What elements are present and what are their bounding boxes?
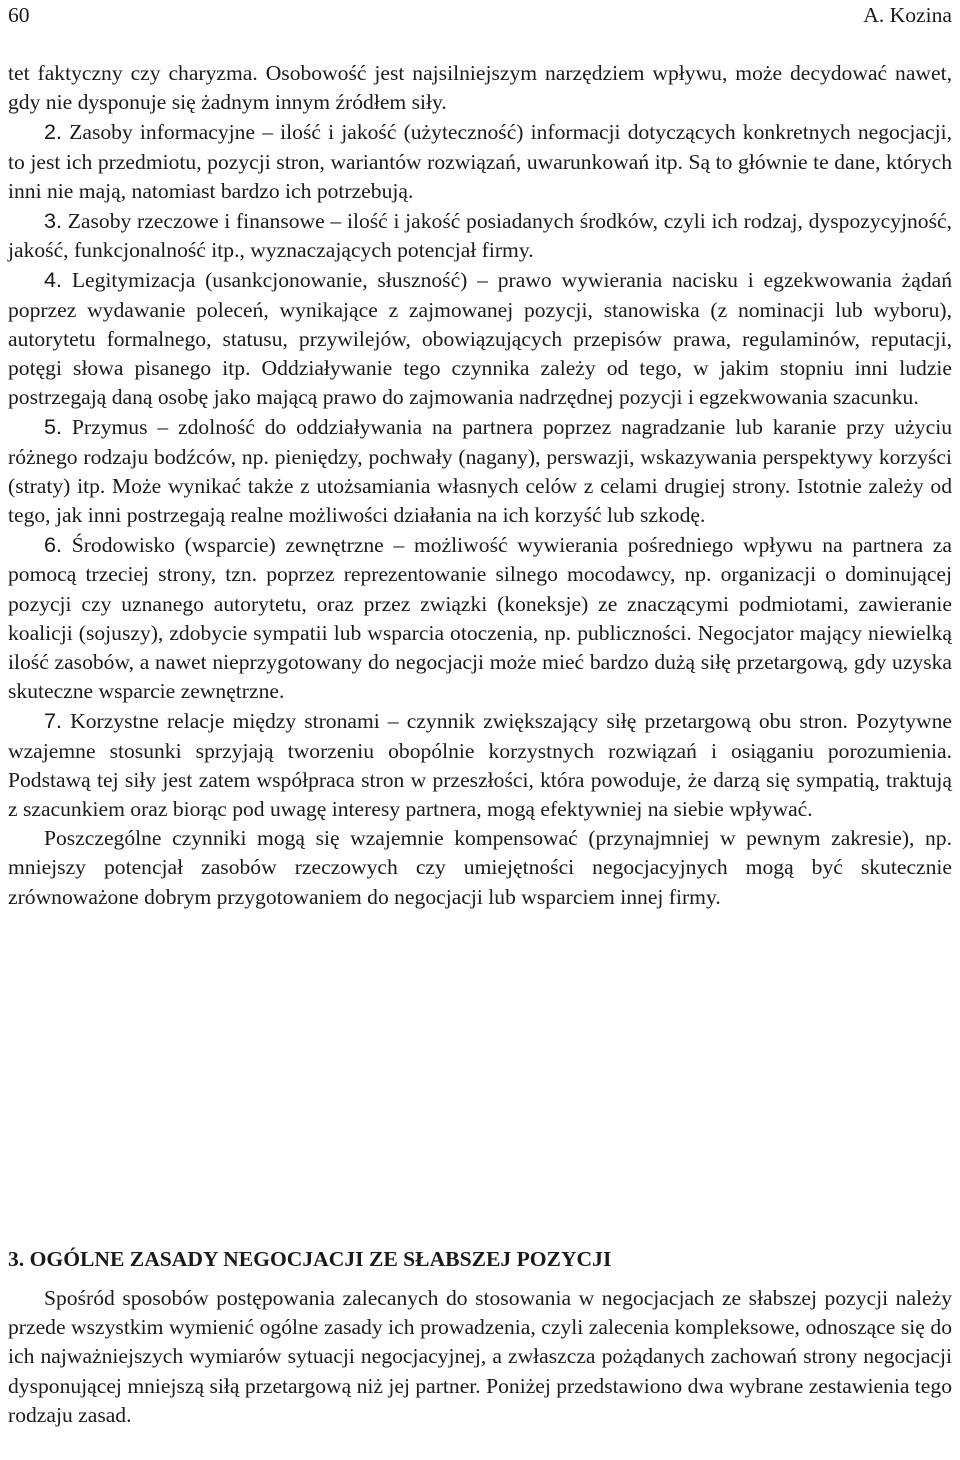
- paragraph-text: Zasoby rzeczowe i finansowe – ilość i jakość posiadanych środków, czyli ich rodzaj, dyspozycyjność, jakość, funkcjonalność itp., wyznaczających potencjał firmy.: [8, 209, 952, 263]
- section-title: OGÓLNE ZASADY NEGOCJACJI ZE SŁABSZEJ POZYCJI: [29, 1247, 612, 1271]
- list-item-5: [8, 412, 952, 530]
- body-text: [8, 59, 952, 912]
- paragraph-compensation: [8, 824, 952, 912]
- paragraph-text: Spośród sposobów postępowania zalecanych do stosowania w negocjacjach ze słabszej pozycji należy przede wszystkim wymienić ogólne zasady ich prowadzenia, czyli zalecenia kompleksowe, odnoszące się do ich najważniejszych wymiarów sytuacji negocjacyjnej, a zwłaszcza pożądanych zachowań strony negocjacji dysponującej mniejszą siłą przetargową niż jej partner. Poniżej przedstawiono dwa wybrane zestawienia tego rodzaju zasad.: [8, 1286, 952, 1427]
- section-number: 3.: [8, 1247, 25, 1271]
- list-item-4: [8, 265, 952, 412]
- list-item-3: [8, 206, 952, 265]
- running-header: [8, 0, 952, 30]
- paragraph-text: tet faktyczny czy charyzma. Osobowość jest najsilniejszym narzędziem wpływu, może decydować nawet, gdy nie dysponuje się żadnym innym źródłem siły.: [8, 61, 952, 115]
- section-body: [8, 1284, 952, 1430]
- paragraph-text: Środowisko (wsparcie) zewnętrzne – możliwość wywierania pośredniego wpływu na partnera za pomocą trzeciej strony, tzn. poprzez reprezentowanie silnego mocodawcy, np. organizacji o dominującej pozycji czy uznanego autorytetu, oraz przez związki (koneksje) ze znaczącymi podmiotami, zawieranie koalicji (sojuszy), zdobycie sympatii lub wsparcia otoczenia, np. publiczności. Negocjator mający niewielką ilość zasobów, a nawet nieprzygotowany do negocjacji może mieć bardzo dużą siłę przetargową, gdy uzyska skuteczne wsparcie zewnętrzne.: [8, 533, 952, 704]
- page-number: 60: [8, 3, 30, 27]
- paragraph-text: Poszczególne czynniki mogą się wzajemnie kompensować (przynajmniej w pewnym zakresie), np. mniejszy potencjał zasobów rzeczowych czy umiejętności negocjacyjnych mogą być skutecznie zrównoważone dobrym przygotowaniem do negocjacji lub wsparciem innej firmy.: [8, 826, 952, 909]
- list-number: 6.: [44, 532, 63, 558]
- section-paragraph: [8, 1284, 952, 1430]
- paragraph-continuation: [8, 59, 952, 117]
- paragraph-text: Zasoby informacyjne – ilość i jakość (użyteczność) informacji dotyczących konkretnych negocjacji, to jest ich przedmiotu, pozycji stron, wariantów rozwiązań, uwarunkowań itp. Są to głównie te dane, których inni nie mają, natomiast bardzo ich potrzebują.: [8, 120, 953, 203]
- list-number: 2.: [44, 119, 63, 145]
- list-item-6: [8, 530, 952, 706]
- list-item-7: [8, 706, 952, 824]
- section-heading: [8, 1245, 952, 1274]
- paragraph-text: Przymus – zdolność do oddziaływania na partnera poprzez nagradzanie lub karanie przy użyciu różnego rodzaju bodźców, np. pieniędzy, pochwały (nagany), perswazji, wskazywania perspektywy korzyści (straty) itp. Może wynikać także z utożsamiania własnych celów z celami drugiej strony. Istotnie zależy od tego, jak inni postrzegają realne możliwości działania na ich korzyść lub szkodę.: [8, 415, 952, 528]
- list-item-2: [8, 117, 952, 206]
- list-number: 4.: [44, 267, 63, 293]
- running-author: A. Kozina: [863, 3, 952, 27]
- list-number: 5.: [44, 414, 63, 440]
- paragraph-text: Legitymizacja (usankcjonowanie, słuszność) – prawo wywierania nacisku i egzekwowania żądań poprzez wydawanie poleceń, wynikające z zajmowanej pozycji, stanowiska (z nominacji lub wyboru), autorytetu formalnego, statusu, przywilejów, obowiązujących przepisów prawa, regulaminów, reputacji, potęgi słowa pisanego itp. Oddziaływanie tego czynnika zależy od tego, w jakim stopniu inni ludzie postrzegają daną osobę jako mającą prawo do zajmowania nadrzędnej pozycji i egzekwowania szacunku.: [8, 268, 952, 410]
- list-number: 7.: [44, 708, 63, 734]
- paragraph-text: Korzystne relacje między stronami – czynnik zwiększający siłę przetargową obu stron. Pozytywne wzajemne stosunki sprzyjają tworzeniu obopólnie korzystnych rozwiązań i osiąganiu porozumienia. Podstawą tej siły jest zatem współpraca stron w przeszłości, która powoduje, że darzą się sympatią, traktują z szacunkiem oraz biorąc pod uwagę interesy partnera, mogą efektywniej na siebie wpływać.: [8, 709, 952, 822]
- list-number: 3.: [44, 208, 63, 234]
